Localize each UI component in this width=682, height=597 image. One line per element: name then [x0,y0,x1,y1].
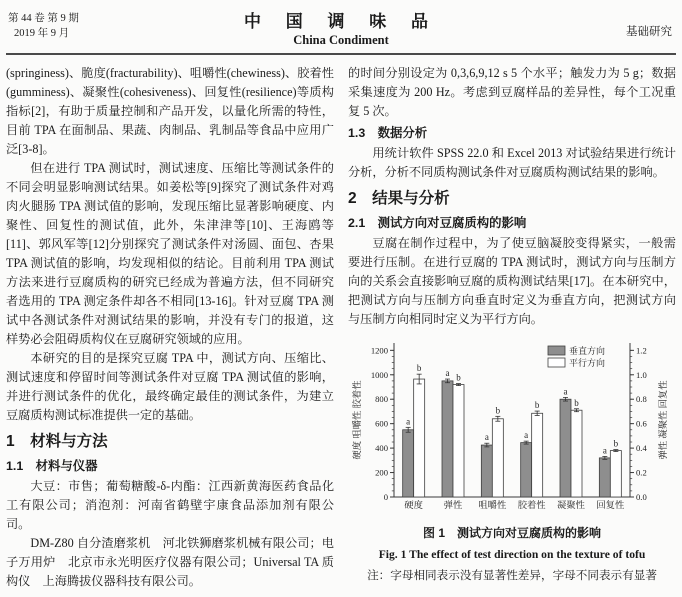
sig-letter: b [613,438,619,449]
paragraph: 的时间分别设定为 0,3,6,9,12 s 5 个水平；触发力为 5 g；数据采集速度为 200 Hz。考虑到豆腐样品的差异性，每个工况重复 5 次。 [348,66,676,118]
right-tick-label: 1.0 [636,369,647,380]
chart-bar [532,413,543,497]
sig-letter: a [445,368,450,379]
chart-bar [610,451,621,497]
issue-info [8,11,79,41]
sig-letter: a [484,432,489,443]
right-tick-label: 0.4 [636,443,647,454]
sig-letter: b [495,405,501,416]
x-category-label: 回复性 [596,501,625,511]
x-category-label: 咀嚼性 [478,501,507,511]
right-tick-label: 1.2 [636,345,647,356]
left-tick-label: 1000 [370,369,388,380]
left-column [6,64,334,591]
legend-swatch [548,346,565,355]
sig-letter: b [456,372,461,383]
chart-bar [414,379,425,497]
legend-swatch [548,358,565,367]
right-tick-label: 0.8 [636,394,647,405]
sig-letter: b [416,363,422,374]
paragraph: DM-Z80 自分渣磨浆机 河北铁狮磨浆机械有限公司；电子万用炉 北京市永光明医疗仪器有限公司；Universal TA 质构仪 上海腾拔仪器科技有限公司。 [6,536,334,588]
left-tick-label: 800 [375,394,388,405]
figure-note: 注：字母相同表示没有显著性差异，字母不同表示有显著 [367,569,657,582]
right-tick-label: 0.0 [636,492,647,502]
left-tick-label: 0 [383,492,388,502]
right-tick-label: 0.2 [636,467,647,478]
x-category-label: 硬度 [404,501,423,511]
issue-date: 2019 年 9 月 [14,28,70,40]
legend-label: 垂直方向 [569,346,606,356]
sig-letter: a [563,386,568,397]
left-tick-label: 1200 [370,345,388,356]
right-tick-label: 0.6 [636,418,647,429]
figure-1 [348,333,676,585]
journal-title-en: China Condiment [293,33,389,47]
left-tick-label: 200 [375,467,388,478]
chart-bar [481,445,492,497]
sig-letter: b [534,400,540,411]
column-label: 基础研究 [626,26,672,38]
paragraph: (springiness)、脆度(fracturability)、咀嚼性(chewiness)、胶着性(gumminess)、凝聚性(cohesiveness)、回复性(resilience)等质构指标[2]，有助于质量控制和产品开发，以量化所需的特性，目前 TPA 在面制品、果蔬、肉制品、乳制品等食品中应用广泛[3-8]。 [6,66,334,156]
chart-bar [560,399,571,497]
subsection-heading-1-3: 1.3 数据分析 [348,126,428,140]
subsection-heading-1-1: 1.1 材料与仪器 [6,459,98,473]
sig-letter: a [524,430,529,441]
paragraph: 本研究的目的是探究豆腐 TPA 中，测试方向、压缩比、测试速度和停留时间等测试条件对豆腐 TPA 测试值的影响，并进行测试条件的优化，最终确定最佳的测试条件，为建立豆腐质构测试标准提供一定的基础。 [6,351,334,422]
x-category-label: 弹性 [443,501,463,511]
chart-bar [571,410,582,497]
left-axis-title: 硬度 咀嚼性 胶着性 [353,380,363,460]
paragraph: 豆腐在制作过程中，为了使豆脑凝胶变得紧实，一般需要进行压制。在进行豆腐的 TPA 测试时，测试方向与压制方向的关系会直接影响豆腐的质构测试结果[17]。在本研究中，把测试方向与压制方向垂直时定义为垂直方向，把测试方向与压制方向相同时定义为平行方向。 [348,236,676,326]
figure-caption-en: Fig. 1 The effect of test direction on the texture of tofu [378,548,646,561]
journal-title-cn: 中 国 调 味 品 [244,12,438,31]
chart-bar [453,385,464,497]
x-category-label: 凝聚性 [557,501,585,511]
chart-svg [350,333,674,521]
volume-issue: 第 44 卷 第 9 期 [8,13,79,24]
sig-letter: a [602,445,607,456]
right-column [348,64,676,591]
figure-1-bar-chart [348,333,676,521]
figure-caption-cn: 图 1 测试方向对豆腐质构的影响 [422,526,601,540]
left-tick-label: 600 [375,418,388,429]
right-axis-title: 弹性 凝聚性 回复性 [659,380,669,460]
chart-bar [403,430,414,497]
sig-letter: b [574,397,579,408]
sig-letter: a [406,416,411,427]
page-header [6,5,676,51]
paragraph: 大豆：市售；葡萄糖酸-δ-内酯：江西新黄海医药食品化工有限公司；消泡剂：河南省鹤壁宇康食品添加剂有限公司。 [6,479,334,531]
journal-title-block [6,5,676,48]
two-column-body [6,55,676,591]
paragraph: 但在进行 TPA 测试时，测试速度、压缩比等测试条件的不同会明显影响测试结果。如姜松等[9]探究了测试条件对鸡肉火腿肠 TPA 测试值的影响，发现压缩比显著影响硬度、内聚性、回复性的测试值，此外，朱津津等[10]、王海鸥等[11]、郭风军等[12]分别探究了测试条件对汤圆、面包、杏果 TPA 测试值的影响，均发现相似的结论。目前利用 TPA 测试方法来进行豆腐质构的研究已经成为普遍方法，但不同研究者选用的 TPA 测定条件却各不相同[13-16]。针对豆腐 TPA 测试中各测试条件对测试结果的影响，并没有专门的报道，这样势必会阻碍质构仪在豆腐研究领域的应用。 [6,161,334,346]
subsection-heading-2-1: 2.1 测试方向对豆腐质构的影响 [348,216,527,230]
section-heading-1: 1 材料与方法 [6,433,108,450]
chart-bar [599,458,610,497]
chart-bar [442,381,453,497]
left-tick-label: 400 [375,443,388,454]
legend-label: 平行方向 [569,358,606,368]
section-heading-2: 2 结果与分析 [348,190,450,207]
paragraph: 用统计软件 SPSS 22.0 和 Excel 2013 对试验结果进行统计分析，分析不同质构测试条件对豆腐质构测试结果的影响。 [348,146,676,179]
x-category-label: 胶着性 [517,501,546,511]
chart-bar [492,419,503,497]
chart-bar [521,443,532,497]
